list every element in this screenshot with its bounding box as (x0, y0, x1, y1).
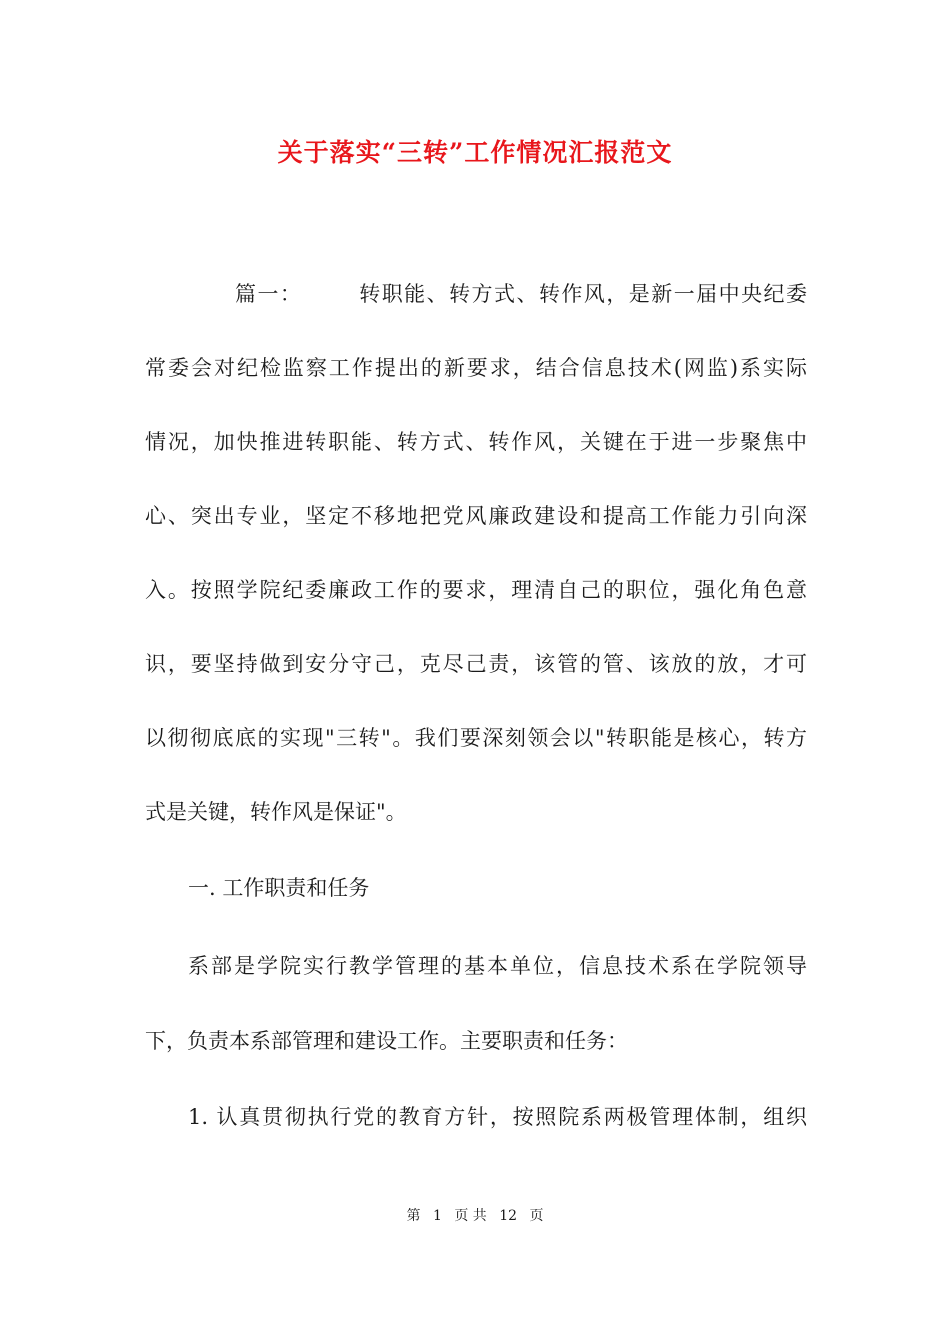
paragraph-line: 常委会对纪检监察工作提出的新要求，结合信息技术(网监)系实际 (145, 356, 807, 380)
footer-total-pages: 12 (499, 1208, 518, 1224)
paragraph-line: 系部是学院实行教学管理的基本单位，信息技术系在学院领导 (188, 954, 807, 978)
paragraph-line: 情况，加快推进转职能、转方式、转作风，关键在于进一步聚焦中 (145, 430, 807, 454)
page-footer (0, 1206, 950, 1226)
footer-label-page: 第 (406, 1208, 421, 1224)
paragraph-line: 式是关键，转作风是保证"。 (145, 800, 407, 824)
footer-label-of: 页 共 (454, 1208, 487, 1224)
list-item-line: 1. 认真贯彻执行党的教育方针，按照院系两极管理体制，组织 (188, 1105, 807, 1129)
paragraph-line: 以彻彻底底的实现"三转"。我们要深刻领会以"转职能是核心，转方 (145, 726, 807, 750)
footer-label-end: 页 (529, 1208, 544, 1224)
footer-current-page: 1 (432, 1208, 442, 1224)
document-title: 关于落实“三转”工作情况汇报范文 (277, 138, 673, 167)
paragraph-line: 心、突出专业，坚定不移地把党风廉政建设和提高工作能力引向深 (145, 504, 807, 528)
paragraph-line: 篇一： 转职能、转方式、转作风，是新一届中央纪委 (235, 282, 807, 306)
section-heading: 一. 工作职责和任务 (188, 876, 370, 900)
paragraph-line: 下，负责本系部管理和建设工作。主要职责和任务： (145, 1029, 628, 1053)
paragraph-line: 识，要坚持做到安分守己，克尽己责，该管的管、该放的放，才可 (145, 652, 807, 676)
paragraph-line: 入。按照学院纪委廉政工作的要求，理清自己的职位，强化角色意 (145, 578, 807, 602)
